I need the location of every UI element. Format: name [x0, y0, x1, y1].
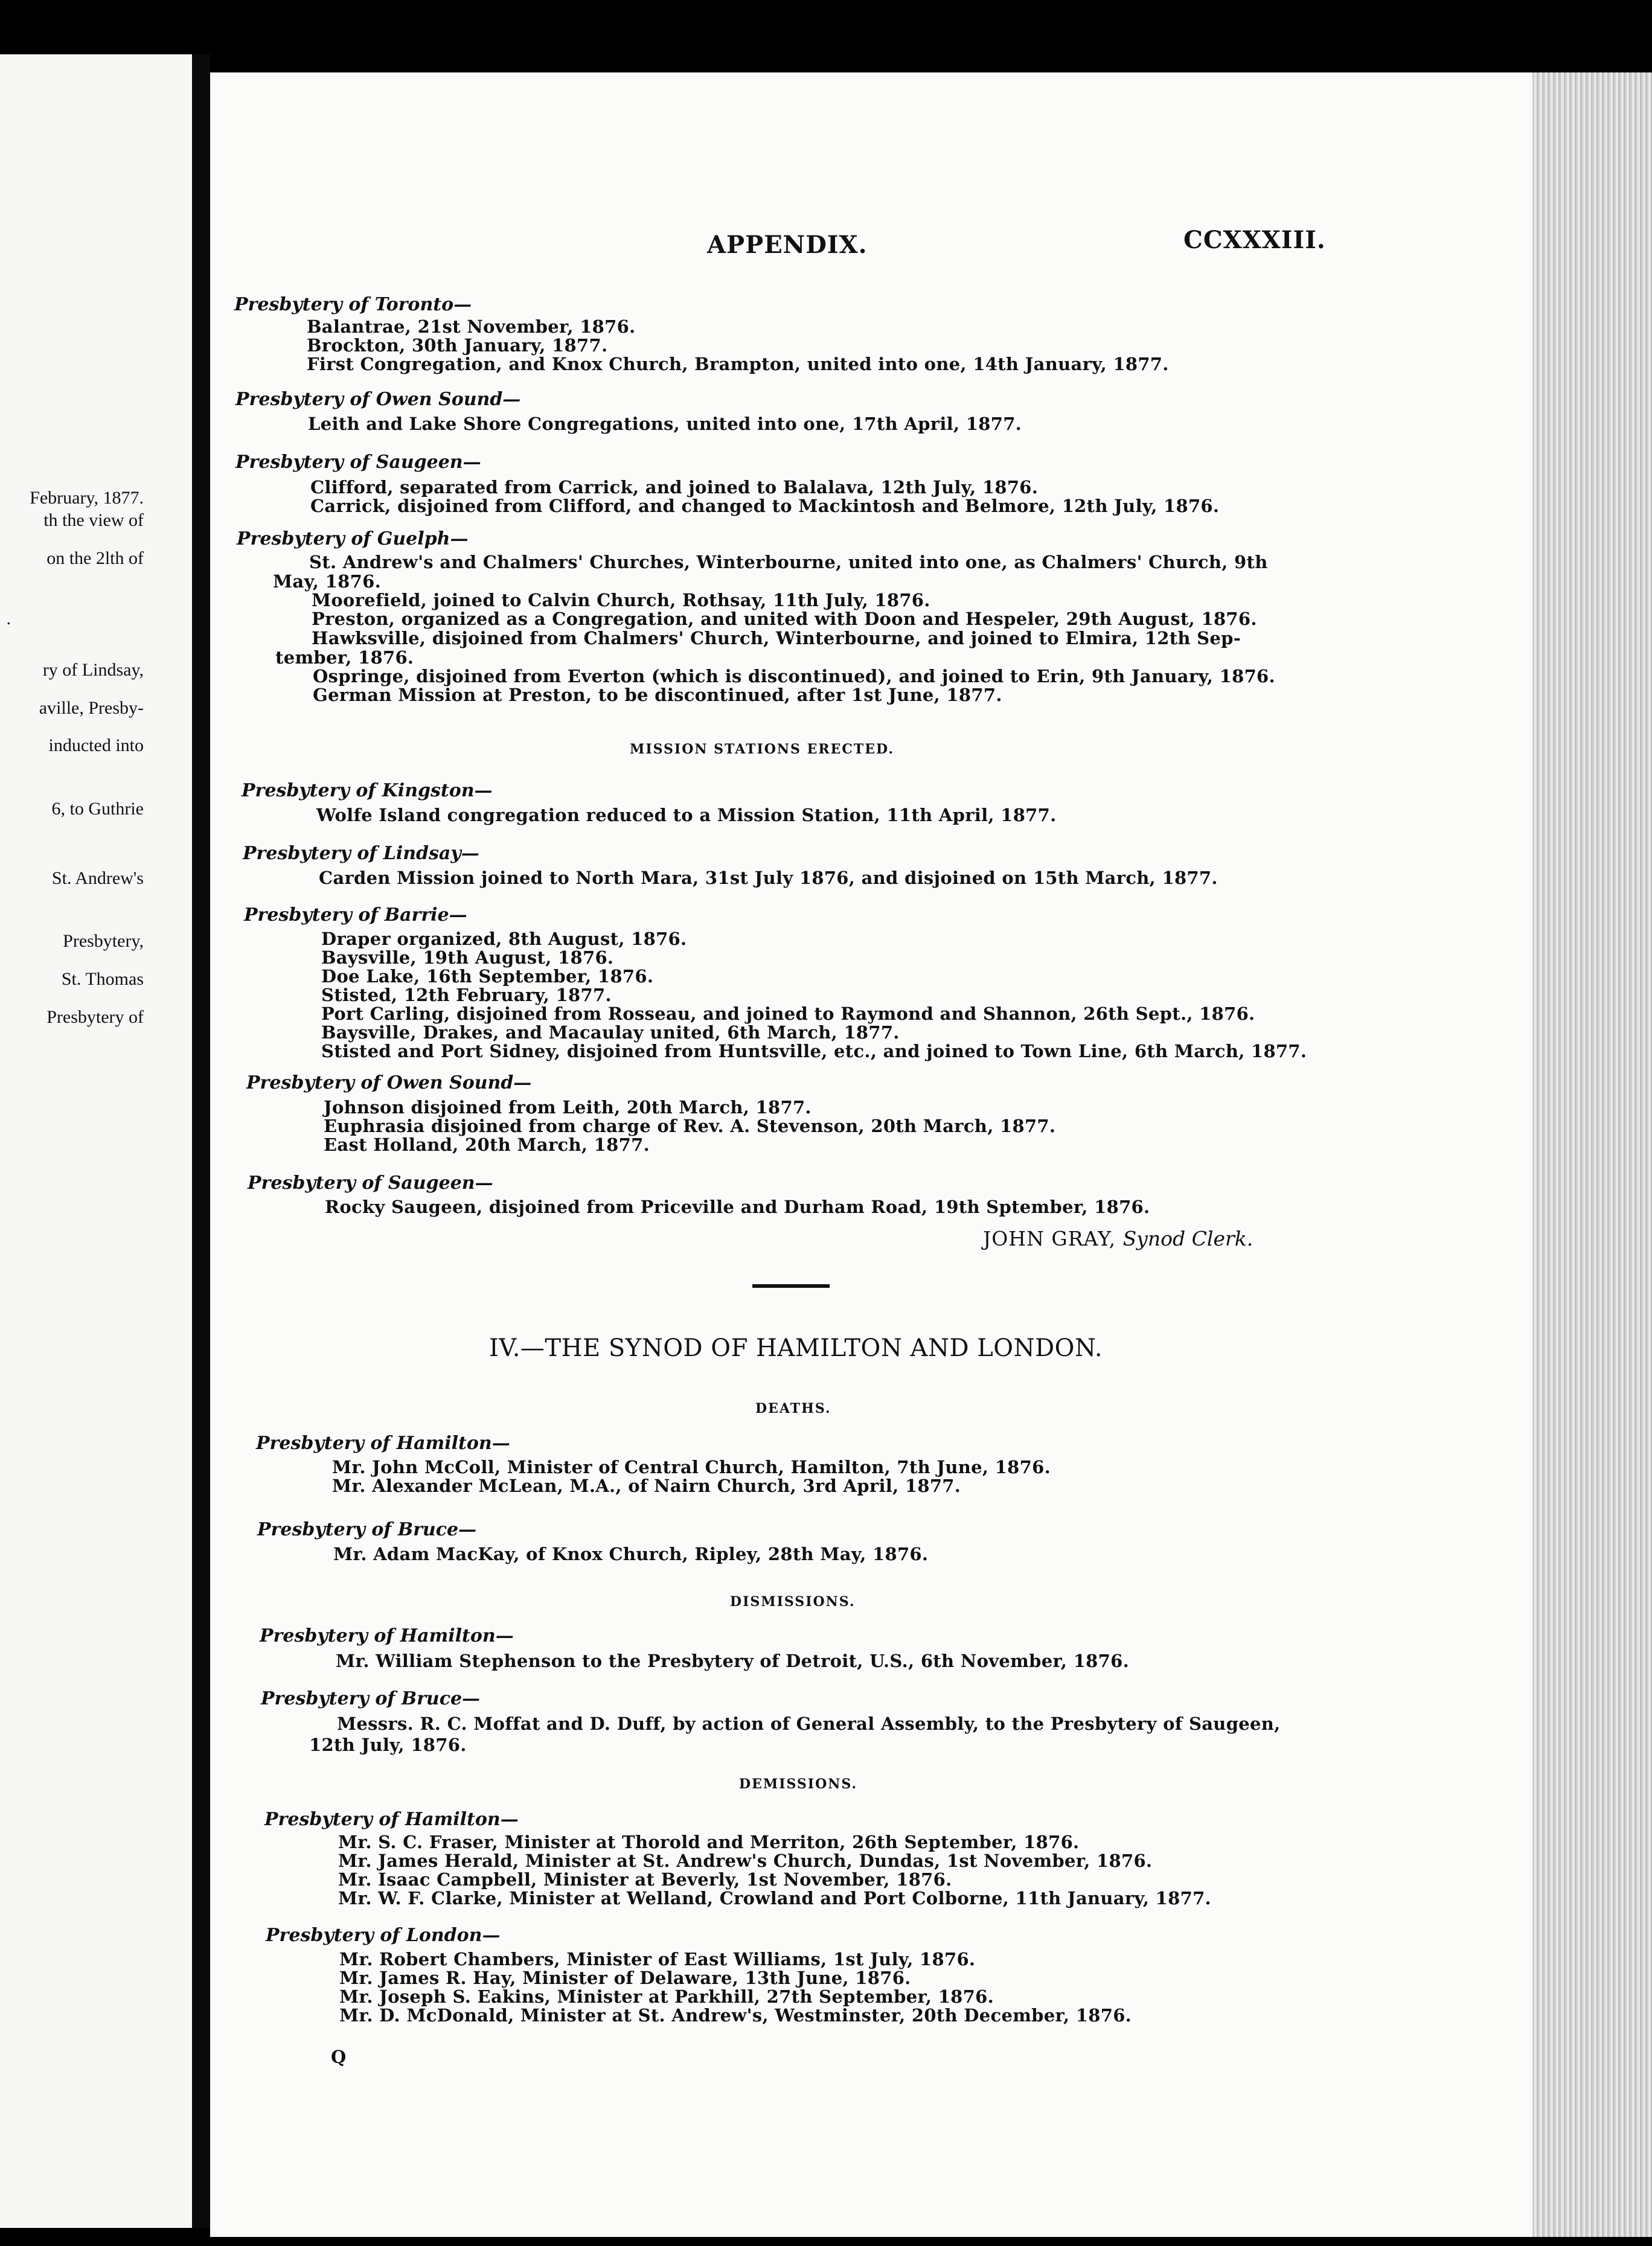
facing-page-line: February, 1877. [30, 488, 144, 508]
entry-line: Draper organized, 8th August, 1876. [321, 929, 687, 949]
section-heading: DEMISSIONS. [739, 1776, 858, 1792]
entry-line: May, 1876. [273, 571, 381, 592]
book-gutter [192, 54, 210, 2228]
entry-line: Mr. Isaac Campbell, Minister at Beverly, 1st November, 1876. [338, 1869, 952, 1890]
entry-line: Clifford, separated from Carrick, and joined to Balalava, 12th July, 1876. [310, 477, 1039, 498]
facing-page-line: St. Andrew's [51, 868, 144, 888]
presbytery-heading: Presbytery of Hamilton— [260, 1625, 514, 1646]
presbytery-heading: Presbytery of Bruce— [257, 1519, 477, 1540]
entry-line: Wolfe Island congregation reduced to a Mission Station, 11th April, 1877. [316, 805, 1057, 825]
facing-page-line: aville, Presby- [39, 698, 144, 718]
presbytery-heading: Presbytery of Hamilton— [256, 1433, 510, 1454]
signature-title: Synod Clerk. [1122, 1227, 1253, 1250]
entry-line: Port Carling, disjoined from Rosseau, and joined to Raymond and Shannon, 26th Sept., 1876. [321, 1003, 1255, 1024]
synod-title: IV.—THE SYNOD OF HAMILTON AND LONDON. [489, 1334, 1103, 1362]
entry-line: Mr. Robert Chambers, Minister of East Williams, 1st July, 1876. [339, 1949, 976, 1969]
facing-page-line: ry of Lindsay, [42, 660, 144, 680]
entry-line: Mr. S. C. Fraser, Minister at Thorold and Merriton, 26th September, 1876. [338, 1832, 1080, 1852]
page-number: CCXXXIII. [1183, 226, 1326, 254]
main-page [210, 72, 1532, 2237]
entry-line: Leith and Lake Shore Congregations, united into one, 17th April, 1877. [308, 414, 1022, 434]
presbytery-heading: Presbytery of Lindsay— [243, 843, 479, 864]
presbytery-heading: Presbytery of Bruce— [261, 1688, 481, 1709]
entry-line: Mr. Alexander McLean, M.A., of Nairn Church, 3rd April, 1877. [332, 1476, 961, 1496]
entry-line: Balantrae, 21st November, 1876. [307, 316, 636, 337]
entry-line: Stisted, 12th February, 1877. [321, 985, 612, 1005]
entry-line: tember, 1876. [275, 647, 414, 668]
facing-page-line: 6, to Guthrie [51, 799, 144, 819]
facing-page-line: inducted into [48, 735, 144, 755]
presbytery-heading: Presbytery of Barrie— [244, 904, 467, 926]
presbytery-heading: Presbytery of Kingston— [242, 780, 493, 801]
entry-line: Mr. Adam MacKay, of Knox Church, Ripley, 28th May, 1876. [333, 1544, 929, 1564]
entry-line: Preston, organized as a Congregation, and united with Doon and Hespeler, 29th August, 1876. [312, 609, 1257, 629]
section-heading: DEATHS. [755, 1401, 831, 1416]
presbytery-heading: Presbytery of Owen Sound— [246, 1072, 532, 1093]
entry-line: East Holland, 20th March, 1877. [324, 1134, 650, 1155]
facing-page [0, 54, 196, 2228]
entry-line: German Mission at Preston, to be discontinued, after 1st June, 1877. [313, 685, 1002, 705]
facing-page-line: Presbytery, [63, 931, 144, 951]
page-edge-stack [1532, 72, 1652, 2237]
entry-line: Carden Mission joined to North Mara, 31st July 1876, and disjoined on 15th March, 1877. [319, 868, 1218, 888]
presbytery-heading: Presbytery of Toronto— [234, 294, 472, 315]
entry-line: Mr. D. McDonald, Minister at St. Andrew's, Westminster, 20th December, 1876. [339, 2005, 1132, 2026]
section-heading: DISMISSIONS. [730, 1594, 856, 1610]
entry-line: 12th July, 1876. [309, 1735, 467, 1755]
section-heading: MISSION STATIONS ERECTED. [630, 741, 894, 757]
entry-line: Brockton, 30th January, 1877. [307, 335, 608, 356]
entry-line: Messrs. R. C. Moffat and D. Duff, by action of General Assembly, to the Presbytery of Saugeen, [337, 1713, 1281, 1734]
entry-line: Mr. John McColl, Minister of Central Church, Hamilton, 7th June, 1876. [332, 1457, 1051, 1477]
signature-mark: Q [331, 2047, 347, 2067]
presbytery-heading: Presbytery of Guelph— [237, 528, 469, 549]
entry-line: Baysville, 19th August, 1876. [321, 947, 614, 968]
entry-line: Mr. William Stephenson to the Presbytery of Detroit, U.S., 6th November, 1876. [336, 1651, 1130, 1671]
entry-line: St. Andrew's and Chalmers' Churches, Winterbourne, united into one, as Chalmers' Church, 9th [309, 552, 1268, 572]
facing-page-line: . [6, 609, 11, 629]
entry-line: Baysville, Drakes, and Macaulay united, 6th March, 1877. [321, 1022, 900, 1043]
facing-page-line: on the 2lth of [46, 548, 144, 568]
entry-line: First Congregation, and Knox Church, Brampton, united into one, 14th January, 1877. [307, 354, 1169, 374]
entry-line: Mr. Joseph S. Eakins, Minister at Parkhill, 27th September, 1876. [339, 1986, 994, 2007]
presbytery-heading: Presbytery of London— [266, 1925, 501, 1946]
entry-line: Stisted and Port Sidney, disjoined from Huntsville, etc., and joined to Town Line, 6th March, 1877. [321, 1041, 1307, 1061]
presbytery-heading: Presbytery of Owen Sound— [235, 389, 521, 410]
presbytery-heading: Presbytery of Saugeen— [235, 452, 481, 473]
signature-name: JOHN GRAY, [983, 1227, 1116, 1250]
facing-page-line: Presbytery of [46, 1007, 144, 1027]
entry-line: Hawksville, disjoined from Chalmers' Church, Winterbourne, and joined to Elmira, 12th Sep- [312, 628, 1241, 648]
entry-line: Carrick, disjoined from Clifford, and changed to Mackintosh and Belmore, 12th July, 1876. [310, 496, 1220, 516]
presbytery-heading: Presbytery of Saugeen— [248, 1173, 493, 1194]
page-running-title: APPENDIX. [707, 231, 868, 259]
presbytery-heading: Presbytery of Hamilton— [264, 1809, 519, 1830]
entry-line: Mr. James Herald, Minister at St. Andrew's Church, Dundas, 1st November, 1876. [338, 1851, 1153, 1871]
entry-line: Johnson disjoined from Leith, 20th March, 1877. [324, 1097, 812, 1118]
synod-clerk-signature [983, 1227, 1253, 1250]
section-rule [752, 1284, 830, 1288]
entry-line: Mr. W. F. Clarke, Minister at Welland, Crowland and Port Colborne, 11th January, 1877. [338, 1888, 1211, 1908]
entry-line: Rocky Saugeen, disjoined from Priceville and Durham Road, 19th Sptember, 1876. [325, 1197, 1150, 1217]
facing-page-line: th the view of [43, 510, 144, 530]
entry-line: Doe Lake, 16th September, 1876. [321, 966, 654, 987]
entry-line: Moorefield, joined to Calvin Church, Rothsay, 11th July, 1876. [312, 590, 930, 610]
entry-line: Mr. James R. Hay, Minister of Delaware, 13th June, 1876. [339, 1968, 911, 1988]
entry-line: Ospringe, disjoined from Everton (which is discontinued), and joined to Erin, 9th January, 1876. [313, 666, 1275, 686]
facing-page-line: St. Thomas [61, 969, 144, 989]
entry-line: Euphrasia disjoined from charge of Rev. A. Stevenson, 20th March, 1877. [324, 1116, 1056, 1136]
